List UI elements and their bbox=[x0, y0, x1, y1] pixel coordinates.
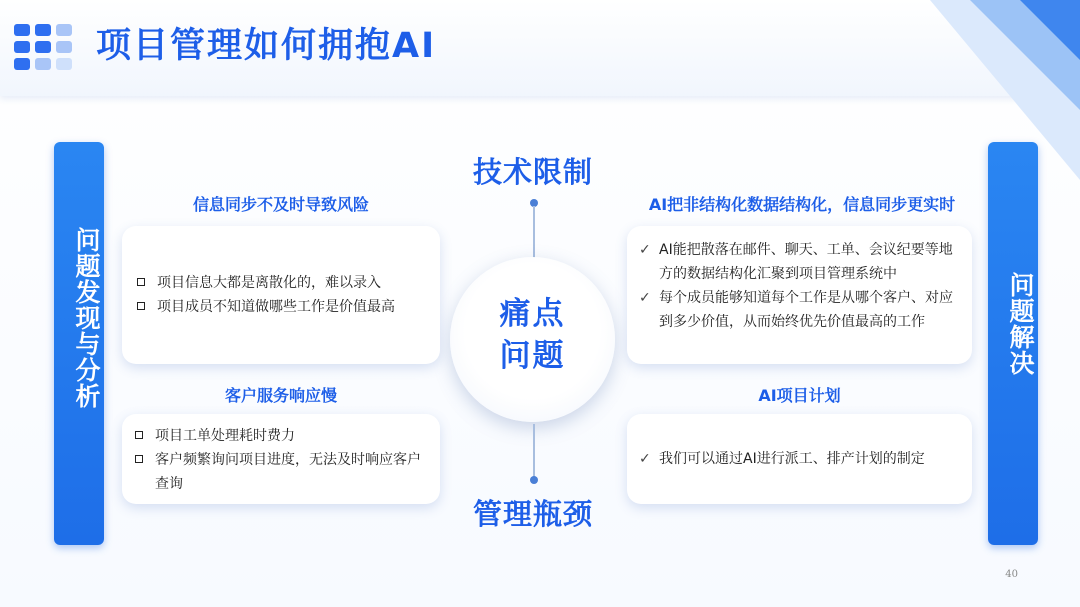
top-connector-line bbox=[533, 206, 535, 260]
solution-heading-2: AI项目计划 bbox=[758, 386, 841, 405]
bottom-center-label: 管理瓶颈 bbox=[472, 497, 593, 531]
solution-heading-1: AI把非结构化数据结构化，信息同步更实时 bbox=[648, 195, 956, 214]
list-item: 客户频繁询问项目进度，无法及时响应客户查询 bbox=[128, 448, 428, 496]
right-category-label: 问题解决 bbox=[1006, 272, 1035, 376]
list-item: 项目信息大都是离散化的，难以录入 bbox=[130, 271, 430, 295]
problem-card-2 bbox=[122, 414, 440, 504]
circle-label-line1: 痛点 bbox=[499, 296, 566, 332]
bottom-connector-line bbox=[533, 424, 535, 478]
left-category-bar bbox=[54, 142, 104, 545]
solution-card-2 bbox=[627, 414, 972, 504]
list-item: ✓ 每个成员能够知道每个工作是从哪个客户、对应到多少价值，从而始终优先价值最高的工作 bbox=[635, 286, 955, 334]
bottom-connector-dot bbox=[530, 476, 538, 484]
page-number: 40 bbox=[1005, 569, 1018, 580]
right-category-bar bbox=[988, 142, 1038, 545]
solution-card-1 bbox=[627, 226, 972, 364]
circle-label-line2: 问题 bbox=[499, 338, 566, 374]
list-item: 项目成员不知道做哪些工作是价值最高 bbox=[130, 295, 430, 319]
grid-logo-icon bbox=[14, 24, 78, 76]
corner-decoration bbox=[870, 0, 1080, 180]
list-item: ✓ 我们可以通过AI进行派工、排产计划的制定 bbox=[635, 447, 955, 471]
left-category-label: 问题发现与分析 bbox=[72, 227, 101, 409]
problem-heading-1: 信息同步不及时导致风险 bbox=[192, 195, 369, 214]
problem-heading-2: 客户服务响应慢 bbox=[224, 386, 337, 405]
center-circle bbox=[450, 257, 615, 422]
list-item: 项目工单处理耗时费力 bbox=[128, 424, 428, 448]
list-item: ✓ AI能把散落在邮件、聊天、工单、会议纪要等地方的数据结构化汇聚到项目管理系统中 bbox=[635, 238, 955, 286]
page-title: 项目管理如何拥抱AI bbox=[96, 26, 437, 66]
top-center-label: 技术限制 bbox=[472, 155, 593, 189]
problem-card-1 bbox=[122, 226, 440, 364]
